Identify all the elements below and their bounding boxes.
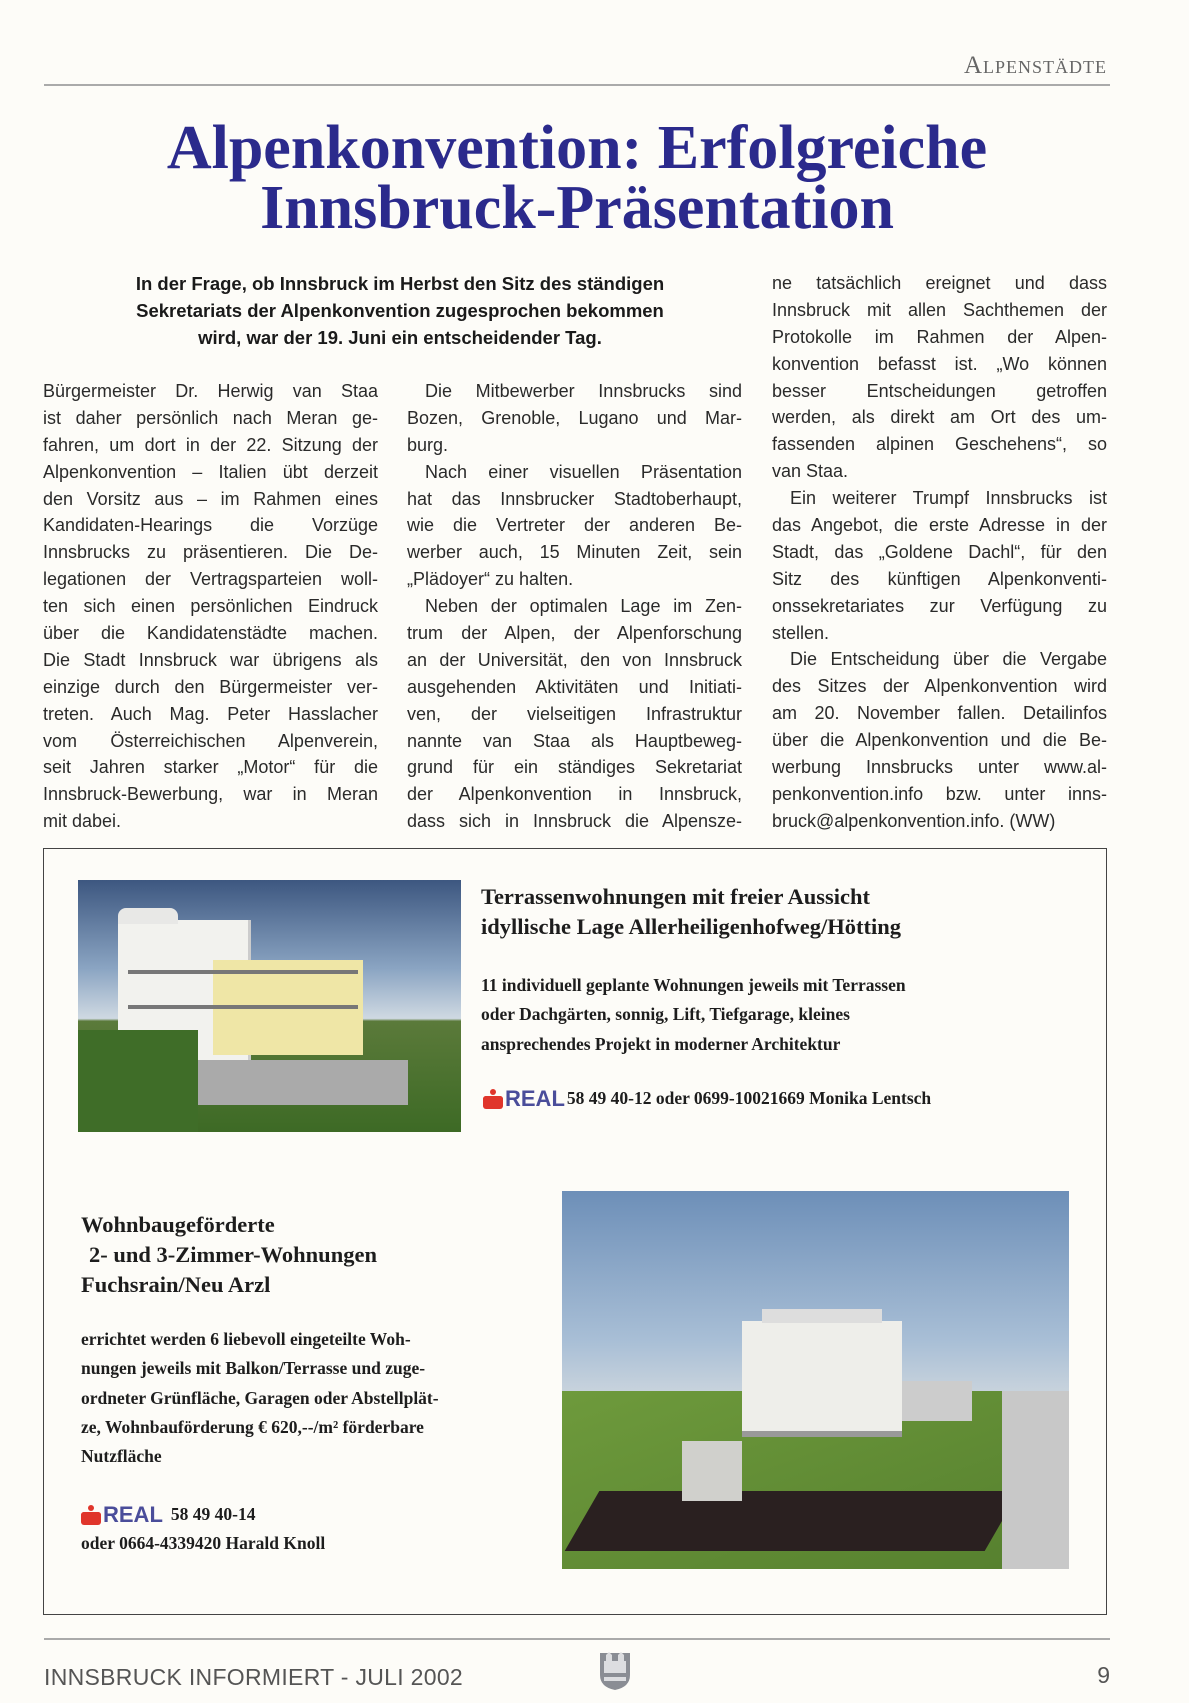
article-line: treten. Auch Mag. Peter Hasslacher [43, 703, 378, 724]
article-line: den Vorsitz aus – im Rahmen eines [43, 488, 378, 509]
title-line: Innsbruck-Präsentation [260, 174, 894, 242]
ad2-body-line: ordneter Grünfläche, Garagen oder Abstellplät- [81, 1387, 439, 1408]
article-line: seit Jahren starker „Motor“ für die [43, 757, 378, 778]
article-line: grund für ein ständiges Sekretariat [407, 757, 742, 778]
ad2-body-line: Nutzfläche [81, 1446, 162, 1467]
terrace-apartments-rendering [78, 880, 461, 1132]
article-line: Innsbruck mit allen Sachthemen der [772, 299, 1107, 320]
article-line: penkonvention.info bzw. unter inns- [772, 783, 1107, 804]
article-column-1 [43, 378, 378, 835]
ad1-heading-line: idyllische Lage Allerheiligenhofweg/Hötting [481, 914, 901, 939]
article-line: der Alpenkonvention in Innsbruck, [407, 784, 742, 805]
ad2-heading-line: Fuchsrain/Neu Arzl [81, 1272, 271, 1297]
lead-line: wird, war der 19. Juni ein entscheidender Tag. [198, 327, 602, 348]
article-line: werden, als direkt am Ort des um- [772, 407, 1107, 428]
article-line: werbung Innsbrucks unter www.al- [772, 757, 1107, 778]
article-column-3 [772, 270, 1107, 835]
article-line: am 20. November fallen. Detailinfos [772, 703, 1107, 724]
article-line: ten sich einen persönlichen Eindruck [43, 596, 378, 617]
ad1-body-line: oder Dachgärten, sonnig, Lift, Tiefgarage, kleines [481, 1004, 850, 1025]
article-line: ne tatsächlich ereignet und dass [772, 273, 1107, 293]
article-line: Bozen, Grenoble, Lugano und Mar- [407, 407, 742, 428]
article-line: Bürgermeister Dr. Herwig van Staa [43, 381, 378, 401]
article-line: van Staa. [772, 461, 849, 482]
ad2-heading [81, 1210, 377, 1300]
article-line: fahren, um dort in der 22. Sitzung der [43, 434, 378, 455]
ad1-phone: 58 49 40-12 oder 0699-10021669 Monika Lentsch [566, 1088, 932, 1108]
article-column-2 [407, 378, 742, 835]
article-line: über die Alpenkonvention und die Be- [772, 730, 1107, 751]
title-line: Alpenkonvention: Erfolgreiche [166, 114, 988, 182]
ad1-heading [481, 882, 901, 942]
brand-name: REAL [505, 1086, 565, 1111]
lead-line: In der Frage, ob Innsbruck im Herbst den Sitz des ständigen [135, 273, 665, 294]
article-line: vom Österreichischen Alpenverein, [43, 730, 378, 751]
article-line: einzige durch den Bürgermeister ver- [43, 676, 378, 697]
article-line: ausgehenden Aktivitäten und Initiati- [407, 676, 742, 697]
ad1-body [481, 971, 906, 1059]
innsbruck-crest-icon [598, 1647, 632, 1691]
article-line: Die Entscheidung über die Vergabe [790, 649, 1107, 670]
ad2-body-line: nungen jeweils mit Balkon/Terrasse und zuge- [81, 1358, 426, 1379]
article-line: Die Stadt Innsbruck war übrigens als [43, 649, 378, 670]
ad2-phone-alt: oder 0664-4339420 Harald Knoll [81, 1533, 326, 1553]
article-title [44, 114, 1110, 242]
ad2-body [81, 1325, 439, 1471]
ad2-heading-line: Wohnbaugeförderte [81, 1212, 275, 1237]
brand-name: REAL [103, 1502, 163, 1527]
article-line: mit dabei. [43, 811, 122, 832]
article-line: wie die Vertreter der anderen Be- [407, 515, 742, 536]
article-line: an der Universität, den von Innsbruck [407, 649, 742, 670]
article-lead [60, 270, 740, 351]
article-line: trum der Alpen, der Alpenforschung [407, 623, 742, 644]
ad2-contact [81, 1500, 255, 1529]
article-line: dass sich in Innsbruck die Alpensze- [407, 811, 742, 832]
publication-name: INNSBRUCK INFORMIERT - JULI 2002 [44, 1664, 464, 1690]
ad1-body-line: ansprechendes Projekt in moderner Architektur [481, 1033, 841, 1054]
fuchsrain-apartments-rendering [562, 1191, 1069, 1569]
footer-rule [44, 1638, 1110, 1640]
article-line: bruck@alpenkonvention.info. (WW) [772, 810, 1056, 831]
ad1-contact [483, 1084, 931, 1113]
article-line: nannte van Staa als Hauptbeweg- [407, 730, 742, 751]
article-line: Protokolle im Rahmen der Alpen- [772, 326, 1107, 347]
lead-line: Sekretariats der Alpenkonvention zugesprochen bekommen [136, 300, 664, 321]
ad2-heading-line: 2- und 3-Zimmer-Wohnungen [89, 1242, 377, 1267]
article-line: Innsbruck-Bewerbung, war in Meran [43, 784, 378, 805]
ad2-body-line: ze, Wohnbauförderung € 620,--/m² förderbare [81, 1416, 424, 1437]
ad1-body-line: 11 individuell geplante Wohnungen jeweils mit Terrassen [481, 975, 906, 995]
article-line: Sitz des künftigen Alpenkonventi- [772, 568, 1107, 589]
article-line: besser Entscheidungen getroffen [772, 380, 1107, 401]
article-line: „Plädoyer“ zu halten. [407, 569, 574, 590]
article-line: Die Mitbewerber Innsbrucks sind [425, 381, 742, 401]
article-line: Innsbrucks zu präsentieren. Die De- [43, 542, 378, 563]
article-line: Nach einer visuellen Präsentation [425, 461, 742, 482]
sparkasse-icon [483, 1089, 503, 1109]
sparkasse-real-logo [483, 1084, 565, 1113]
ad2-phone: 58 49 40-14 [170, 1504, 256, 1524]
ad1-heading-line: Terrassenwohnungen mit freier Aussicht [481, 884, 870, 909]
article-line: ist daher persönlich nach Meran ge- [43, 407, 378, 428]
article-line: über die Kandidatenstädte machen. [43, 623, 378, 644]
article-line: fassenden alpinen Geschehens“, so [772, 434, 1107, 455]
article-line: Ein weiterer Trumpf Innsbrucks ist [790, 488, 1107, 509]
article-line: werber auch, 15 Minuten Zeit, sein [407, 542, 742, 563]
page-number: 9 [1097, 1662, 1110, 1688]
article-line: stellen. [772, 622, 830, 643]
article-line: ven, der vielseitigen Infrastruktur [407, 703, 742, 724]
article-line: onssekretariates zur Verfügung zu [772, 595, 1107, 616]
article-line: Kandidaten-Hearings die Vorzüge [43, 515, 378, 536]
header-rule [44, 84, 1110, 86]
article-line: Stadt, das „Goldene Dachl“, für den [772, 541, 1107, 562]
article-line: des Sitzes der Alpenkonvention wird [772, 676, 1107, 697]
article-line: burg. [407, 434, 449, 455]
article-line: das Angebot, die erste Adresse in der [772, 515, 1107, 536]
sparkasse-icon [81, 1505, 101, 1525]
ad2-body-line: errichtet werden 6 liebevoll eingeteilte Woh- [81, 1329, 411, 1349]
article-line: konvention befasst ist. „Wo können [772, 353, 1107, 374]
article-line: Alpenkonvention – Italien übt derzeit [43, 461, 378, 482]
article-line: Neben der optimalen Lage im Zen- [425, 596, 742, 617]
section-header: Alpenstädte [963, 52, 1107, 79]
sparkasse-real-logo [81, 1500, 163, 1529]
article-line: legationen der Vertragsparteien woll- [43, 569, 378, 590]
article-line: hat das Innsbrucker Stadtoberhaupt, [407, 488, 742, 509]
